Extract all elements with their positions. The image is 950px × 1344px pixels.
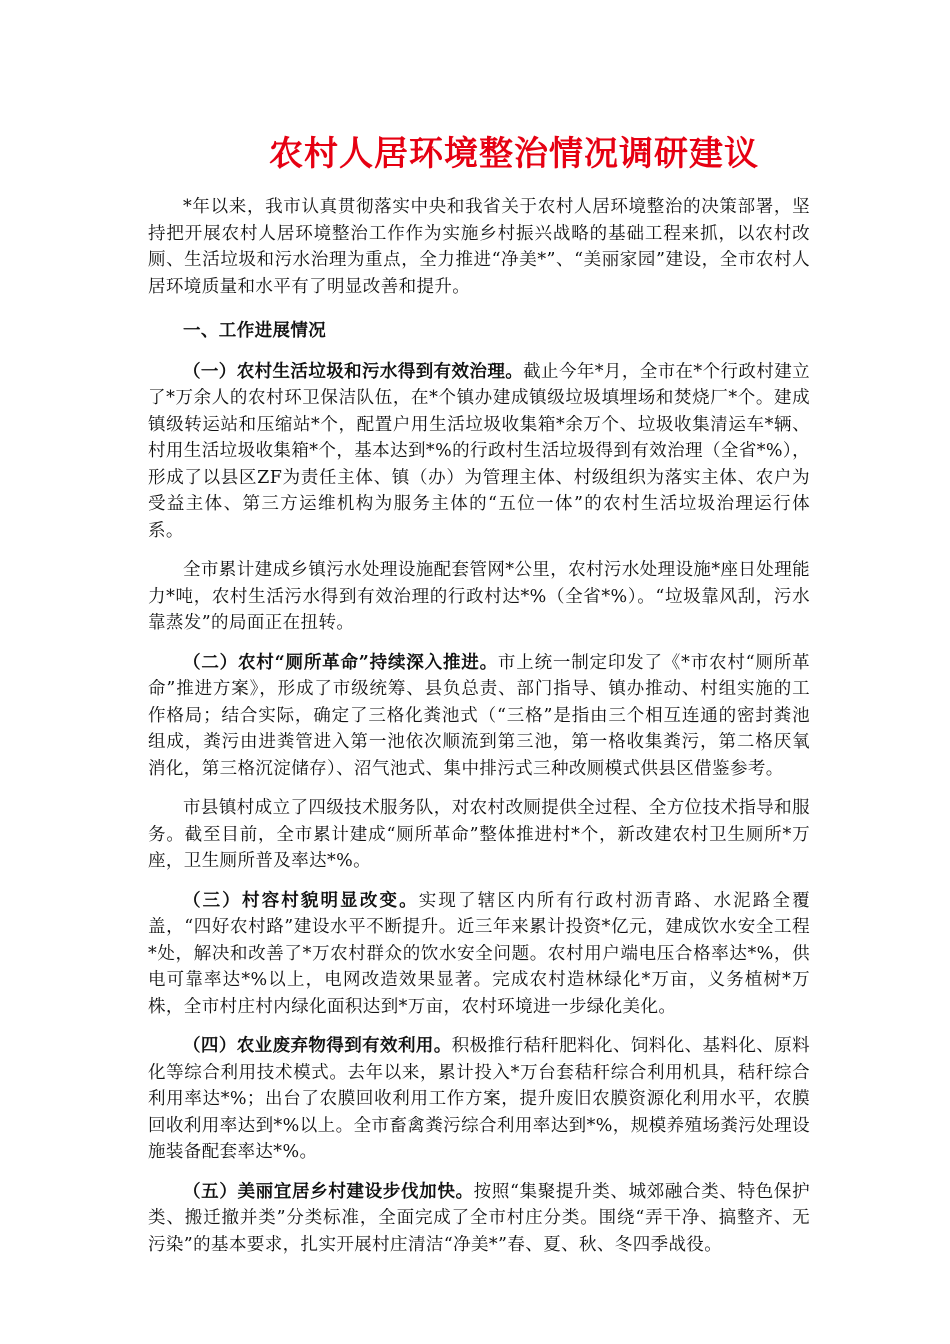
item-2-lead: （二）农村“厕所革命”持续深入推进。 (183, 652, 498, 673)
item-1-paragraph (148, 359, 810, 545)
item-3-text: 实现了辖区内所有行政村沥青路、水泥路全覆盖，“四好农村路”建设水平不断提升。近三年来累计投资*亿元，建成饮水安全工程*处，解决和改善了*万农村群众的饮水安全问题。农村用户端电压合格率达*%，供电可靠率达*%以上，电网改造效果显著。完成农村造林绿化*万亩，义务植树*万株，全市村庄村内绿化面积达到*万亩，农村环境进一步绿化美化。 (148, 890, 810, 1017)
item-5-text: 按照“集聚提升类、城郊融合类、特色保护类、搬迁撤并类”分类标准，全面完成了全市村庄分类。围绕“弄干净、搞整齐、无污染”的基本要求，扎实开展村庄清洁“净美*”春、夏、秋、冬四季战役。 (148, 1181, 810, 1255)
item-2-text: 市上统一制定印发了《*市农村“厕所革命”推进方案》，形成了市级统筹、县负总责、部门指导、镇办推动、村组实施的工作格局；结合实际，确定了三格化粪池式（“三格”是指由三个相互连通的密封粪池组成，粪污由进粪管进入第一池依次顺流到第三池，第一格收集粪污，第二格厌氧消化，第三格沉淀储存）、沼气池式、集中排污式三种改厕模式供县区借鉴参考。 (148, 652, 810, 779)
intro-paragraph: *年以来，我市认真贯彻落实中央和我省关于农村人居环境整治的决策部署，坚持把开展农村人居环境整治工作作为实施乡村振兴战略的基础工程来抓，以农村改厕、生活垃圾和污水治理为重点，全力推进“净美*”、“美丽家园”建设，全市农村人居环境质量和水平有了明显改善和提升。 (148, 197, 810, 297)
item-3-paragraph (148, 888, 810, 1021)
section-heading: 一、工作进展情况 (183, 321, 327, 341)
item-3-lead: （三）村容村貌明显改变。 (183, 890, 419, 911)
item-4-paragraph (148, 1033, 810, 1166)
item-5-paragraph (148, 1179, 810, 1259)
item-4-lead: （四）农业废弃物得到有效利用。 (183, 1036, 452, 1056)
item-2-follow-paragraph: 市县镇村成立了四级技术服务队，对农村改厕提供全过程、全方位技术指导和服务。截至目前，全市累计建成“厕所革命”整体推进村*个，新改建农村卫生厕所*万座，卫生厕所普及率达*%。 (148, 798, 810, 871)
item-5-lead: （五）美丽宜居乡村建设步伐加快。 (183, 1181, 474, 1202)
item-1-lead: （一）农村生活垃圾和污水得到有效治理。 (183, 361, 524, 382)
item-2-paragraph (148, 650, 810, 783)
item-1-text: 截止今年*月，全市在*个行政村建立了*万余人的农村环卫保洁队伍，在*个镇办建成镇级垃圾填埋场和焚烧厂*个。建成镇级转运站和压缩站*个，配置户用生活垃圾收集箱*余万个、垃圾收集清运车*辆、村用生活垃圾收集箱*个，基本达到*%的行政村生活垃圾得到有效治理（全省*%），形成了以县区ZF为责任主体、镇（办）为管理主体、村级组织为落实主体、农户为受益主体、第三方运维机构为服务主体的“五位一体”的农村生活垃圾治理运行体系。 (148, 361, 810, 541)
document-title: 农村人居环境整治情况调研建议 (269, 134, 759, 174)
item-1-follow-paragraph: 全市累计建成乡镇污水处理设施配套管网*公里，农村污水处理设施*座日处理能力*吨，农村生活污水得到有效治理的行政村达*%（全省*%）。“垃圾靠风刮，污水靠蒸发”的局面正在扭转。 (148, 560, 810, 633)
item-4-text: 积极推行秸秆肥料化、饲料化、基料化、原料化等综合利用技术模式。去年以来，累计投入*万台套秸秆综合利用机具，秸秆综合利用率达*%；出台了农膜回收利用工作方案，提升废旧农膜资源化利用水平，农膜回收利用率达到*%以上。全市畜禽粪污综合利用率达到*%，规模养殖场粪污处理设施装备配套率达*%。 (148, 1036, 811, 1162)
